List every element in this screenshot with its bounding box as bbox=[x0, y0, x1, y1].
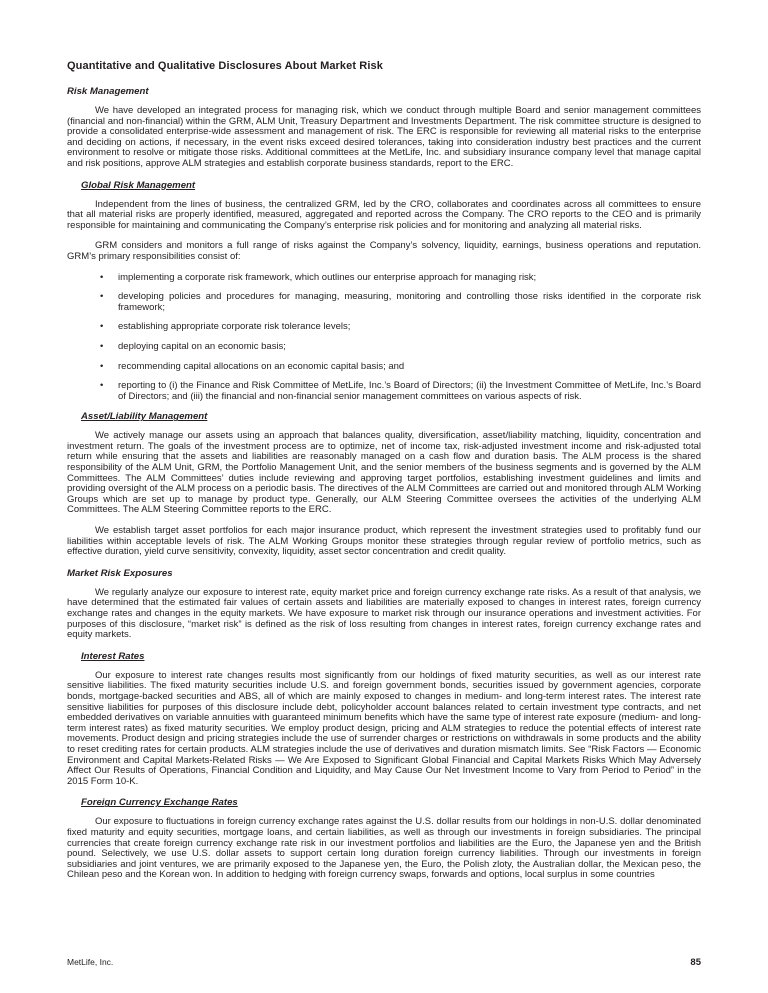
paragraph-interest-rates: Our exposure to interest rate changes results most significantly from our holdings of fixed maturity securities, as well as our interest rate sensitive liabilities. The fixed maturity securities include U.S. and foreign government bonds, securities issued by government agencies, corporate bonds, mortgage-backed securities and ABS, all of which are mainly exposed to changes in medium- and long-term interest rates. The interest rate sensitive liabilities for purposes of this disclosure include debt, policyholder account balances related to certain investment type contracts, and net embedded derivatives on variable annuities with guaranteed minimum benefits which have the same type of interest rate exposure (medium- and long-term interest rates) as fixed maturity securities. We employ product design, pricing and ALM strategies to reduce the potential effects of interest rate movements. Product design and pricing strategies include the use of surrender charges or restrictions on withdrawals in some products and the ability to reset crediting rates for certain products. ALM strategies include the use of derivatives and duration mismatch limits. See “Risk Factors — Economic Environment and Capital Markets-Related Risks — We Are Exposed to Significant Global Financial and Capital Markets Risks Which May Adversely Affect Our Results of Operations, Financial Condition and Liquidity, and May Cause Our Net Investment Income to Vary from Period to Period” in the 2015 Form 10-K. bbox=[67, 669, 701, 787]
paragraph-alm-2: We establish target asset portfolios for each major insurance product, which represent the investment strategies used to profitably fund our liabilities within acceptable levels of risk. The ALM Working Groups monitor these strategies through regular review of portfolio metrics, such as effective duration, yield curve sensitivity, convexity, liquidity, asset sector concentration and credit quality. bbox=[67, 525, 701, 558]
subsection-heading-asset-liability-management: Asset/Liability Management bbox=[81, 411, 208, 423]
grm-responsibilities-list bbox=[67, 273, 701, 403]
subsection-heading-global-risk-management: Global Risk Management bbox=[81, 179, 196, 191]
paragraph-market-risk-exposures: We regularly analyze our exposure to interest rate, equity market price and foreign currency exchange rate risks. As a result of that analysis, we have determined that the estimated fair values of certain assets and liabilities are materially exposed to changes in interest rates, foreign currency exchange rates and changes in the equity markets. We have exposure to market risk through our insurance operations and investment activities. For purposes of this disclosure, “market risk” is defined as the risk of loss resulting from changes in interest rates, foreign currency exchange rates and equity markets. bbox=[67, 586, 701, 641]
list-item bbox=[67, 381, 701, 402]
list-item bbox=[67, 322, 701, 333]
paragraph-alm-1: We actively manage our assets using an approach that balances quality, diversification, asset/liability matching, liquidity, concentration and investment return. The goals of the investment process are to optimize, net of income tax, risk-adjusted investment income and risk-adjusted total return while ensuring that the assets and liabilities are reasonably managed on a cash flow and duration basis. The ALM process is the shared responsibility of the ALM Unit, GRM, the Portfolio Management Unit, and the senior members of the business segments and is governed by the ALM Committees. The ALM Committees’ duties include reviewing and approving target portfolios, establishing investment guidelines and limits and providing oversight of the ALM process on a periodic basis. The directives of the ALM Committees are carried out and monitored through ALM Working Groups which are set up to manage by product type. Generally, our ALM Steering Committee oversees the activities of the underlying ALM Committees. The ALM Steering Committee reports to the ERC. bbox=[67, 430, 701, 516]
list-item bbox=[67, 342, 701, 353]
page-footer bbox=[67, 957, 701, 968]
bullet-icon: • bbox=[100, 380, 104, 392]
footer-company-name: MetLife, Inc. bbox=[67, 957, 114, 967]
paragraph-risk-management: We have developed an integrated process for managing risk, which we conduct through multiple Board and senior management committees (financial and non-financial) within the GRM, ALM Unit, Treasury Department and Investments Department. The risk committee structure is designed to provide a consolidated enterprise-wide assessment and management of risk. The ERC is responsible for reviewing all material risks to the enterprise and deciding on actions, if necessary, in the event risks exceed desired tolerances, taking into consideration industry best practices and the current environment to resolve or mitigate those risks. Additional committees at the MetLife, Inc. and subsidiary insurance company level that manage capital and risk positions, approve ALM strategies and establish corporate business standards, report to the ERC. bbox=[67, 105, 701, 169]
paragraph-foreign-currency: Our exposure to fluctuations in foreign currency exchange rates against the U.S. dollar results from our holdings in non-U.S. dollar denominated fixed maturity and equity securities, mortgage loans, and certain liabilities, as well as through our investments in foreign subsidiaries. The principal currencies that create foreign currency exchange rate risk in our investment portfolios and liabilities are the Euro, the Japanese yen and the British pound. Selectively, we use U.S. dollar assets to support certain long duration foreign currency liabilities. Through our investments in foreign subsidiaries and joint ventures, we are primarily exposed to the Japanese yen, the Euro, the Polish zloty, the Australian dollar, the Mexican peso, the Chilean peso and the Korean won. In addition to hedging with foreign currency swaps, forwards and options, local surplus in some countries bbox=[67, 816, 701, 881]
bullet-icon: • bbox=[100, 291, 104, 303]
footer-page-number: 85 bbox=[690, 957, 701, 968]
list-item bbox=[67, 362, 701, 373]
bullet-icon: • bbox=[100, 360, 104, 372]
paragraph-grm-1: Independent from the lines of business, the centralized GRM, led by the CRO, collaborates and coordinates across all committees to ensure that all material risks are properly identified, measured, aggregated and reported across the Company. The CRO reports to the CEO and is primarily responsible for maintaining and communicating the Company’s enterprise risk policies and for monitoring and analyzing all material risks. bbox=[67, 198, 701, 231]
list-item-text: reporting to (i) the Finance and Risk Committee of MetLife, Inc.’s Board of Directors; (ii) the Investment Committee of MetLife, Inc.’s Board of Directors; and (iii) the financial and non-financial senior management committees on various aspects of risk. bbox=[118, 380, 701, 402]
list-item-text: establishing appropriate corporate risk tolerance levels; bbox=[118, 321, 351, 333]
section-heading-risk-management: Risk Management bbox=[67, 86, 149, 97]
paragraph-grm-2: GRM considers and monitors a full range of risks against the Company’s solvency, liquidity, earnings, business operations and reputation. GRM’s primary responsibilities consist of: bbox=[67, 240, 701, 262]
list-item-text: deploying capital on an economic basis; bbox=[118, 340, 286, 352]
list-item bbox=[67, 292, 701, 313]
bullet-icon: • bbox=[100, 271, 104, 283]
bullet-icon: • bbox=[100, 340, 104, 352]
list-item-text: recommending capital allocations on an economic capital basis; and bbox=[118, 360, 405, 372]
subsection-heading-foreign-currency-exchange-rates: Foreign Currency Exchange Rates bbox=[81, 797, 238, 809]
page-title: Quantitative and Qualitative Disclosures About Market Risk bbox=[67, 60, 383, 72]
list-item-text: implementing a corporate risk framework, which outlines our enterprise approach for managing risk; bbox=[118, 271, 537, 283]
subsection-heading-interest-rates: Interest Rates bbox=[81, 650, 145, 662]
list-item-text: developing policies and procedures for managing, measuring, monitoring and controlling those risks identified in the corporate risk framework; bbox=[118, 291, 701, 313]
bullet-icon: • bbox=[100, 321, 104, 333]
section-heading-market-risk-exposures: Market Risk Exposures bbox=[67, 567, 173, 579]
list-item bbox=[67, 273, 701, 284]
document-content bbox=[67, 60, 701, 891]
